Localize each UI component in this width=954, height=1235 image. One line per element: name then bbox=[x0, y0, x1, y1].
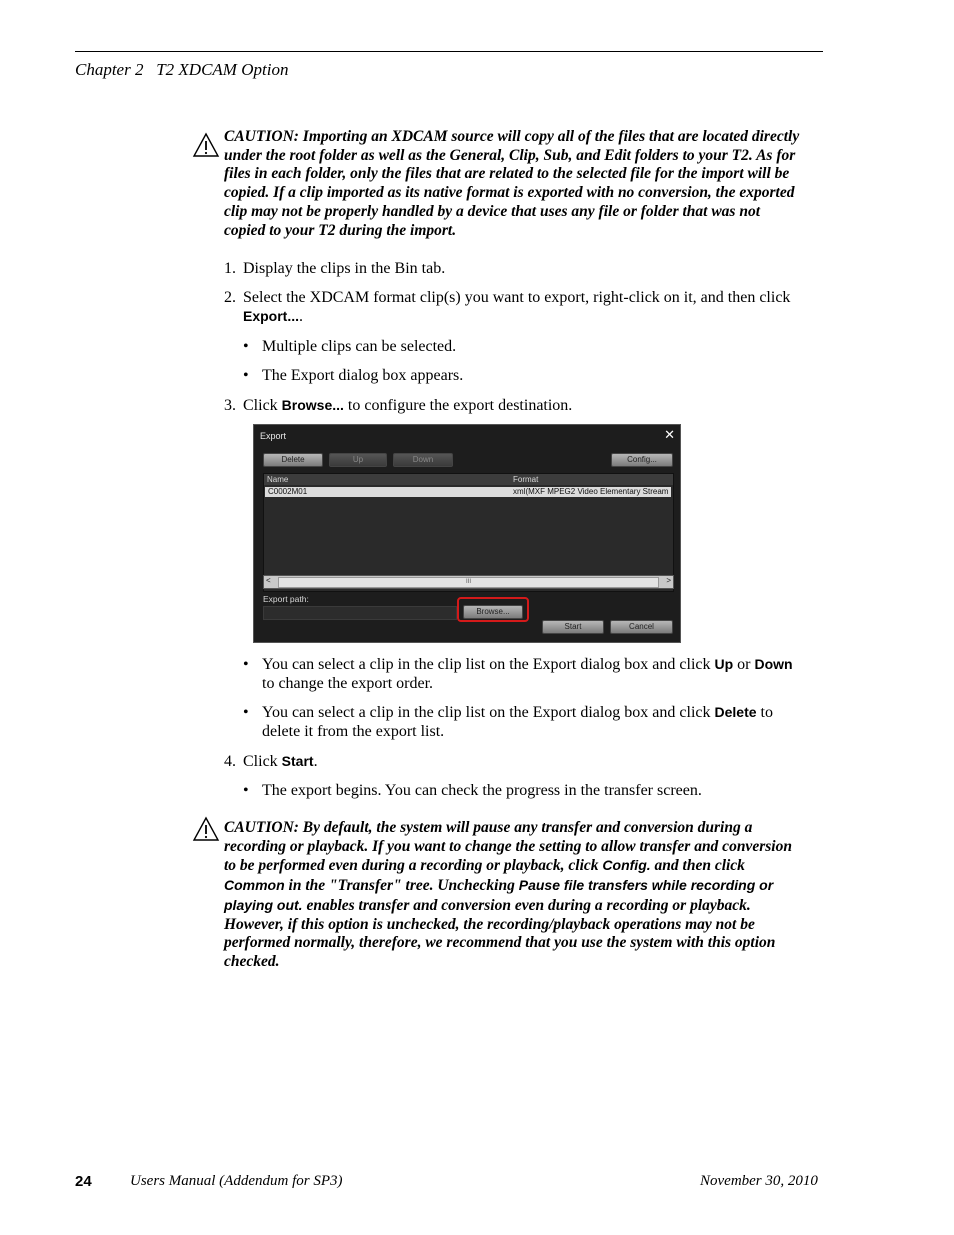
dialog-title: Export bbox=[260, 431, 287, 441]
export-menu-ref: Export... bbox=[243, 308, 300, 324]
start-button[interactable]: Start bbox=[542, 620, 604, 634]
list-header bbox=[264, 474, 673, 485]
bullet-export-dialog: • The Export dialog box appears. bbox=[243, 367, 464, 384]
column-name[interactable]: Name bbox=[267, 475, 289, 484]
bullet-up-down: • You can select a clip in the clip list on the Export dialog box and click Up or Down to change the export order. bbox=[243, 656, 793, 692]
browse-highlight bbox=[457, 597, 529, 622]
page-number: 24 bbox=[75, 1173, 92, 1190]
caution-text-2: CAUTION: By default, the system will pause any transfer and conversion during a recording or playback. If you want to change the setting to allow transfer and conversion to be performed even during a recording or playback, click Config. and then click Common in the "Transfer" tree. Unchecking Pause file transfers while recording or playing out. enables transfer and conversion even during a recording or playback. However, if this option is unchecked, the recording/playback operations may not be performed normally, therefore, we recommend that you use the system with this option checked. bbox=[224, 819, 792, 970]
step-2: 2. Select the XDCAM format clip(s) you want to export, right-click on it, and then click Export.... bbox=[224, 289, 791, 325]
delete-button[interactable]: Delete bbox=[263, 453, 323, 467]
step-4: 4. Click Start. bbox=[224, 753, 318, 770]
scroll-right-icon[interactable]: > bbox=[666, 576, 671, 585]
header-rule bbox=[75, 51, 823, 52]
footer-date: November 30, 2010 bbox=[700, 1173, 818, 1189]
scroll-left-icon[interactable]: < bbox=[266, 576, 271, 585]
export-path-field[interactable] bbox=[263, 606, 457, 620]
browse-ref: Browse... bbox=[281, 397, 344, 413]
export-dialog bbox=[253, 424, 681, 643]
cancel-button[interactable]: Cancel bbox=[610, 620, 673, 634]
caution-icon bbox=[192, 816, 220, 842]
caution-text-1: CAUTION: Importing an XDCAM source will copy all of the files that are located directly under the root folder as well as the General, Clip, Sub, and Edit folders to your T2. As for files in each folder, only the files that are related to the selected file for the import will be copied. If a clip imported as its native format is exported with no conversion, the exported clip may not be properly handled by a device that uses any file or folder that was not copied to your T2 during the import. bbox=[224, 128, 800, 239]
step-1: 1. Display the clips in the Bin tab. bbox=[224, 260, 446, 277]
chapter-header: Chapter 2 T2 XDCAM Option bbox=[75, 60, 289, 79]
horizontal-scrollbar[interactable] bbox=[263, 575, 674, 589]
footer-title: Users Manual (Addendum for SP3) bbox=[130, 1173, 343, 1189]
browse-button[interactable]: Browse... bbox=[463, 605, 523, 619]
close-icon[interactable]: ✕ bbox=[664, 427, 675, 442]
step-3: 3. Click Browse... to configure the export destination. bbox=[224, 397, 573, 414]
bullet-multiple-clips: • Multiple clips can be selected. bbox=[243, 338, 457, 355]
bullet-delete: • You can select a clip in the clip list on the Export dialog box and click Delete to delete it from the export list. bbox=[243, 704, 773, 740]
bullet-export-begins: • The export begins. You can check the progress in the transfer screen. bbox=[243, 782, 702, 799]
export-path-label: Export path: bbox=[263, 594, 309, 604]
column-format[interactable]: Format bbox=[513, 475, 539, 484]
table-row[interactable]: C0002M01 xml(MXF MPEG2 Video Elementary Stream bbox=[265, 487, 671, 497]
up-button[interactable]: Up bbox=[329, 453, 387, 467]
scroll-thumb[interactable]: III bbox=[278, 577, 659, 588]
config-button[interactable]: Config... bbox=[611, 453, 673, 467]
down-button[interactable]: Down bbox=[393, 453, 453, 467]
caution-icon bbox=[192, 132, 220, 158]
